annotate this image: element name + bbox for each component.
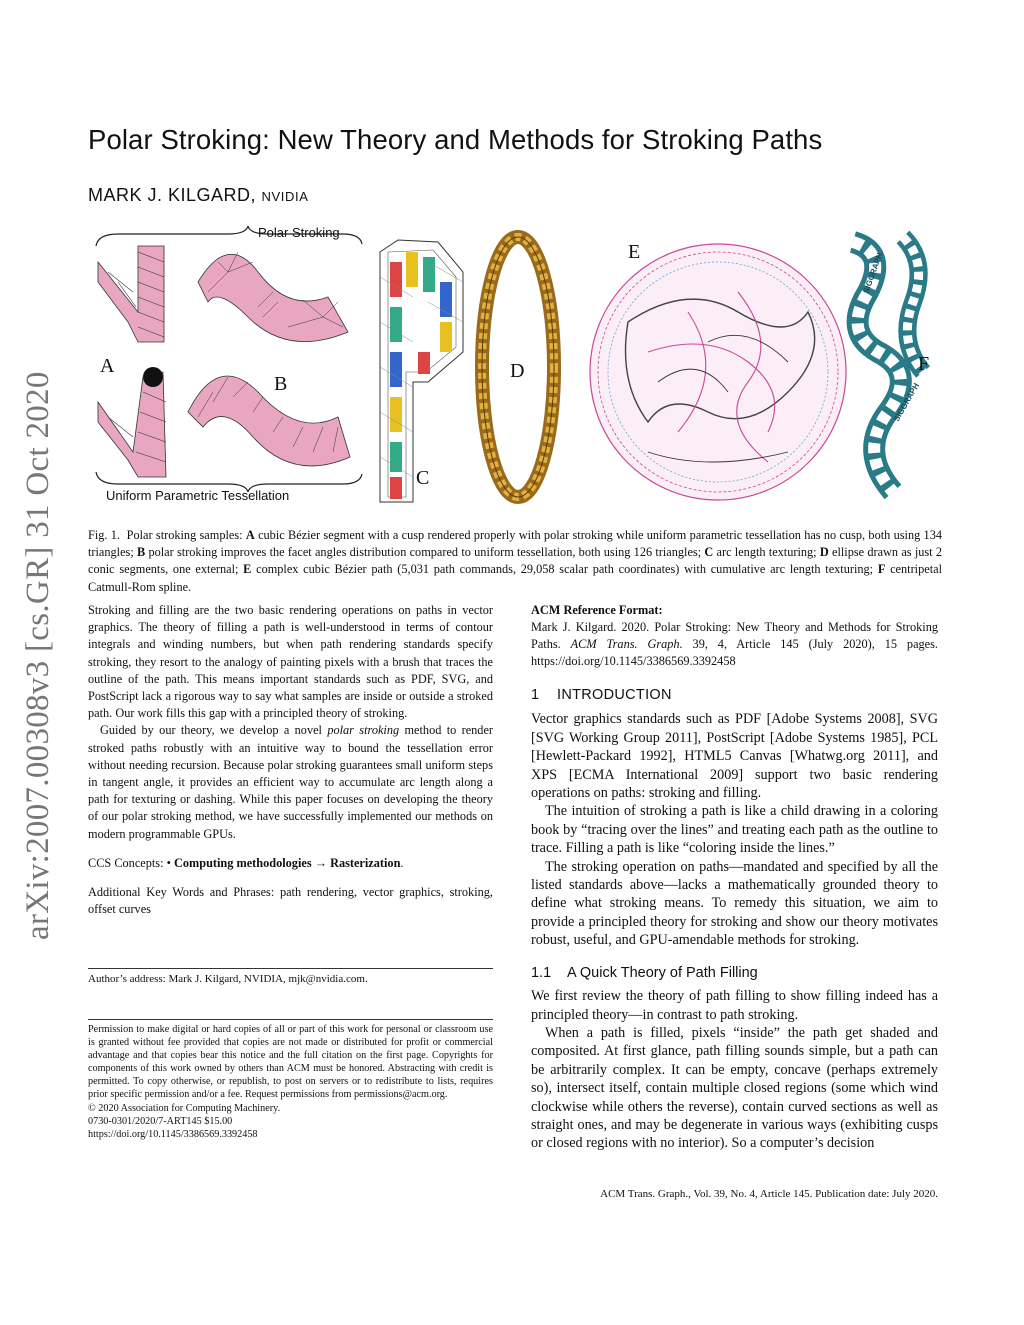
- ccs-end: .: [400, 855, 404, 870]
- keywords: Additional Key Words and Phrases: path rendering, vector graphics, stroking, offset curves: [88, 885, 493, 917]
- caption-panel-letter: B: [137, 545, 146, 560]
- footnote-rule: [88, 968, 493, 969]
- permission-rule: [88, 1019, 493, 1020]
- teaser-figure: [88, 222, 942, 512]
- panel-b-label: B: [274, 373, 288, 395]
- abstract-column: [88, 602, 493, 918]
- subsection-title: A Quick Theory of Path Filling: [567, 964, 758, 981]
- permission-notice: [88, 1023, 493, 1141]
- caption-fig-number: Fig. 1.: [88, 528, 121, 542]
- panel-a-bottom: [98, 367, 166, 477]
- subsection-paragraph-1: We first review the theory of path filling to show filling indeed has a principled theory—in contrast to path stroking.: [531, 988, 938, 1023]
- intro-paragraph-3: The stroking operation on paths—mandated and specified by all the listed standards above—lacks a mathematically grounded theory to define what stroking means. To remedy this situation, we aim to provide a principled theory for stroking and show our theory motivates robust, useful, and GPU-amendable methods for stroking.: [531, 858, 938, 949]
- intro-paragraph-1: Vector graphics standards such as PDF [Adobe Systems 2008], SVG [SVG Working Group 2011], PostScript [Adobe Systems 1985], PCL [Hewlett-Packard 1992], HTML5 Canvas [Whatwg.org 2011], and XPS [ECMA International 2009] support two basic rendering operations on paths: stroking and filling.: [531, 711, 938, 802]
- acm-ref-journal: ACM Trans. Graph.: [570, 637, 683, 651]
- section-heading-introduction: [531, 686, 938, 704]
- teaser-figure-art: [88, 222, 942, 512]
- doi-link[interactable]: https://doi.org/10.1145/3386569.3392458: [88, 1128, 258, 1140]
- ccs-value: Computing methodologies → Rasterization: [173, 855, 401, 870]
- copyright-line: © 2020 Association for Computing Machinery.: [88, 1102, 281, 1114]
- subsection-number: 1.1: [531, 964, 552, 981]
- issn-line: 0730-0301/2020/7-ART145 $15.00: [88, 1115, 233, 1127]
- panel-f-spline: [853, 237, 923, 492]
- panel-e-label: E: [628, 241, 641, 263]
- panel-f-label: F: [918, 353, 930, 375]
- abstract-paragraph-1: Stroking and filling are the two basic rendering operations on paths in vector graphics. The theory of filling a path is well-understood in terms of contour integrals and winding numbers, but when path rendering standards specify stroking, they resort to the analogy of painting pixels with a brush that traces the outline of the path. This means important standards such as PDF, SVG, and PostScript lack a rigorous way to say what samples are inside or outside a stroked path. Our work fills this gap with a principled theory of stroking.: [88, 603, 493, 721]
- author-address: Author’s address: Mark J. Kilgard, NVIDIA, mjk@nvidia.com.: [88, 973, 368, 985]
- author-name: MARK J. KILGARD,: [88, 185, 257, 205]
- figure-caption: [88, 527, 942, 596]
- abstract-p2-emphasis: polar stroking: [327, 723, 400, 738]
- acm-ref-start: Mark J. Kilgard. 2020. Polar Stroking: New Theory and Methods for Stroking Paths.: [531, 620, 938, 651]
- section-number: 1: [531, 687, 540, 703]
- caption-body: [88, 528, 942, 594]
- panel-b-bottom: [188, 376, 350, 466]
- page-footer: ACM Trans. Graph., Vol. 39, No. 4, Article 145. Publication date: July 2020.: [600, 1188, 938, 1200]
- section-title: INTRODUCTION: [557, 687, 672, 703]
- abstract-paragraph-2: [88, 722, 493, 842]
- caption-text: Polar stroking samples:: [126, 528, 246, 542]
- siggraph-text-1: SIGGRAPH: [861, 251, 885, 295]
- ccs-concepts: [88, 855, 493, 872]
- panel-c-label: C: [416, 467, 430, 489]
- permission-text: Permission to make digital or hard copies of all or part of this work for personal or classroom use is granted without fee provided that copies are not made or distributed for profit or commercial advantage and that copies bear this notice and the full citation on the first page. Copyrights for components of this work owned by others than ACM must be honored. Abstracting with credit is permitted. To copy otherwise, or republish, to post on servers or to redistribute to lists, requires prior specific permission and/or a fee. Request permissions from permissions@acm.org.: [88, 1024, 493, 1101]
- panel-b-top: [198, 252, 348, 342]
- top-brace-label: Polar Stroking: [258, 225, 340, 240]
- caption-text: complex cubic Bézier path (5,031 path commands, 29,058 scalar path coordinates) with cumulative arc length texturing;: [251, 562, 878, 577]
- panel-e-complex-path: [590, 244, 846, 500]
- caption-text: centripetal Catmull-Rom spline.: [88, 562, 942, 594]
- subsection-heading: [531, 964, 938, 982]
- panel-a-top: [98, 246, 164, 342]
- acm-reference: [531, 619, 938, 670]
- subsection-paragraph-2: When a path is filled, pixels “inside” the path get shaded and composited. At first glance, path filling sounds simple, but a path can be arbitrarily complex. It can be empty, concave (perhaps extremely so), intersect itself, contain multiple closed regions (some which wind clockwise while others the reverse), contain curved sections as well as straight ones, and may be degenerate in various ways (exhibiting cusps or closed regions with no interior). So a computer’s decision: [531, 1024, 938, 1152]
- caption-panel-letter: F: [877, 562, 886, 577]
- author-line: [88, 185, 309, 206]
- caption-panel-letter: D: [819, 545, 829, 560]
- caption-text: polar stroking improves the facet angles distribution compared to uniform tessellation, both using 126 triangles;: [145, 545, 705, 560]
- caption-text: ellipse drawn as just 2 conic segments, one external;: [88, 545, 942, 577]
- acm-ref-end: 39, 4, Article 145 (July 2020), 15 pages. https://doi.org/10.1145/3386569.3392458: [531, 637, 938, 668]
- abstract-p2-start: Guided by our theory, we develop a novel: [100, 723, 328, 738]
- intro-paragraph-2: The intuition of stroking a path is like a child drawing in a coloring book by “tracing over the lines” and treating each path as the outline to trace. Filling a path is like “coloring inside the lines.”: [531, 803, 938, 857]
- paper-title: Polar Stroking: New Theory and Methods for Stroking Paths: [88, 124, 823, 155]
- abstract-p2-end: method to render stroked paths robustly with an intuitive way to bound the tessellation error without needing recursion. Because polar stroking guarantees small uniform steps in tangent angle, it provides an efficient way to accumulate arc length along a path for texturing or dashing. While this paper focuses on developing the theory of our polar stroking method, we have successfully implemented our methods on modern programmable GPUs.: [88, 723, 494, 841]
- caption-panel-letter: A: [245, 528, 255, 542]
- panel-c-pencils: [380, 240, 463, 502]
- panel-d-label: D: [510, 360, 525, 382]
- siggraph-text-2: SIGGRAPH: [891, 381, 922, 423]
- intro-column: [531, 602, 938, 1153]
- caption-text: arc length texturing;: [713, 545, 820, 560]
- acm-reference-heading: ACM Reference Format:: [531, 603, 663, 617]
- bottom-brace-label: Uniform Parametric Tessellation: [106, 488, 290, 503]
- ccs-label: CCS Concepts: •: [88, 855, 174, 870]
- caption-panel-letter: C: [704, 545, 714, 560]
- caption-text: cubic Bézier segment with a cusp rendered properly with polar stroking while uniform parametric tessellation has no cusp, both using 134 triangles;: [88, 528, 942, 560]
- caption-panel-letter: E: [243, 562, 252, 577]
- arxiv-stamp: arXiv:2007.00308v3 [cs.GR] 31 Oct 2020: [20, 371, 56, 940]
- panel-a-label: A: [100, 355, 115, 377]
- author-affiliation: NVIDIA: [261, 189, 309, 204]
